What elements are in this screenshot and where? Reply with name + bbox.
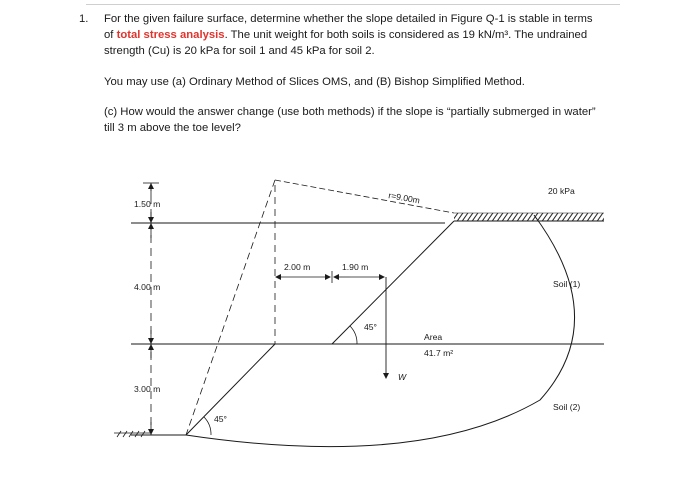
radius-line: [275, 180, 454, 213]
toe-angle-arc: [204, 417, 211, 435]
dim-h1-label: 2.00 m: [284, 262, 311, 272]
total-stress-highlight: total stress analysis: [116, 29, 225, 41]
weight-label: W: [398, 372, 407, 382]
part-c-text: (c) How would the answer change (use both methods) if the slope is “partially submerged in water” till 3 m above the toe level?: [104, 106, 596, 134]
area-value: 41.7 m²: [424, 348, 454, 358]
toe-angle-label: 45°: [214, 414, 227, 424]
dim-h2-label: 1.90 m: [342, 262, 369, 272]
statement-text-end: . The unit weight for both soils is considered as 19 kN/m³. The undrained strength (Cu) is 20 kPa for soil 1 and 45 kPa for soil 2.: [104, 29, 588, 57]
statement-text-start: For the given failure surface, determine whether the slope detailed in Figure Q-1 is stable in terms of: [104, 13, 593, 41]
radius-to-toe: [186, 180, 275, 435]
dim-middle-label: 4.00 m: [134, 282, 161, 292]
slope-angle-label: 45°: [364, 322, 377, 332]
dim-bottom-label: 3.00 m: [134, 384, 161, 394]
radius-label: r=9.00m: [387, 190, 421, 206]
area-label: Area: [424, 332, 443, 342]
surcharge-label: 20 kPa: [548, 186, 575, 196]
slope-angle-arc: [350, 326, 357, 344]
surcharge-hatch: [454, 213, 604, 221]
methods-text: You may use (a) Ordinary Method of Slices OMS, and (B) Bishop Simplified Method.: [104, 76, 525, 88]
failure-surface-arc: [186, 215, 575, 447]
slope-face-upper: [332, 221, 454, 344]
soil2-label: Soil (2): [553, 402, 581, 412]
soil1-label: Soil (1): [553, 279, 581, 289]
slope-toe-face: [186, 344, 275, 435]
toe-ground-hatch: [114, 431, 150, 437]
question-number: 1.: [79, 13, 89, 25]
dim-top-label: 1.50 m: [134, 199, 161, 209]
